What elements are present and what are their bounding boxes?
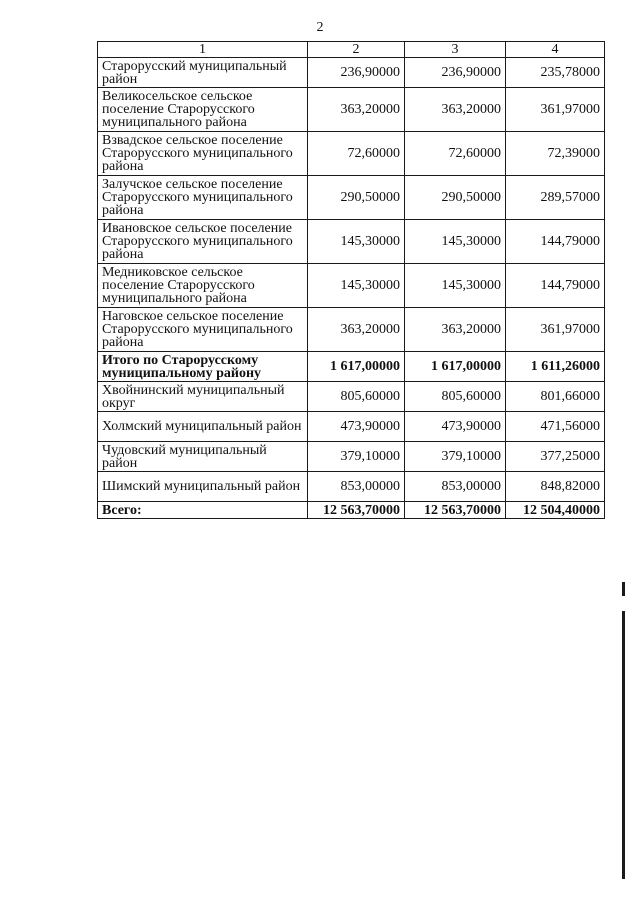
- table-row: [98, 472, 605, 502]
- value-cell-2: 853,00000: [308, 472, 405, 502]
- row-name-cell: Холмский муниципальный район: [98, 412, 308, 442]
- value-cell-3: 853,00000: [405, 472, 506, 502]
- row-name-cell: Залучское сельское поселение Старорусского муниципального района: [98, 176, 308, 220]
- table-row: [98, 176, 605, 220]
- margin-scan-mark: [622, 582, 625, 596]
- value-cell-2: 236,90000: [308, 58, 405, 88]
- value-cell-2: 363,20000: [308, 88, 405, 132]
- value-cell-4: 377,25000: [506, 442, 605, 472]
- margin-scan-line: [622, 611, 625, 879]
- value-cell-2: 145,30000: [308, 220, 405, 264]
- row-name-cell: Хвойнинский муниципальный округ: [98, 382, 308, 412]
- row-name-cell: Наговское сельское поселение Старорусского муниципального района: [98, 308, 308, 352]
- value-cell-4: 361,97000: [506, 88, 605, 132]
- value-cell-2: 290,50000: [308, 176, 405, 220]
- table-row: [98, 220, 605, 264]
- row-name-cell: Шимский муниципальный район: [98, 472, 308, 502]
- value-cell-3: 72,60000: [405, 132, 506, 176]
- subtotal-name-cell: Итого по Старорусскому муниципальному району: [98, 352, 308, 382]
- table-row: [98, 412, 605, 442]
- value-cell-4: 471,56000: [506, 412, 605, 442]
- value-cell-3: 145,30000: [405, 220, 506, 264]
- value-cell-2: 805,60000: [308, 382, 405, 412]
- page-number: 2: [316, 20, 324, 35]
- value-cell-4: 144,79000: [506, 220, 605, 264]
- value-cell-4: 361,97000: [506, 308, 605, 352]
- value-cell-4: 144,79000: [506, 264, 605, 308]
- row-name-cell: Великосельское сельское поселение Старорусского муниципального района: [98, 88, 308, 132]
- value-cell-2: 363,20000: [308, 308, 405, 352]
- value-cell-3: 473,90000: [405, 412, 506, 442]
- value-cell-4: 289,57000: [506, 176, 605, 220]
- subtotal-row: [98, 352, 605, 382]
- total-cell-3: 12 563,70000: [405, 502, 506, 519]
- table-row: [98, 442, 605, 472]
- value-cell-3: 145,30000: [405, 264, 506, 308]
- table-row: [98, 308, 605, 352]
- table-row: [98, 264, 605, 308]
- value-cell-3: 363,20000: [405, 308, 506, 352]
- value-cell-2: 72,60000: [308, 132, 405, 176]
- table-row: [98, 58, 605, 88]
- value-cell-3: 379,10000: [405, 442, 506, 472]
- value-cell-4: 235,78000: [506, 58, 605, 88]
- allocation-table: [97, 41, 605, 519]
- subtotal-cell-3: 1 617,00000: [405, 352, 506, 382]
- value-cell-3: 805,60000: [405, 382, 506, 412]
- value-cell-2: 379,10000: [308, 442, 405, 472]
- table-row: [98, 382, 605, 412]
- table-header-row: [98, 42, 605, 58]
- total-cell-4: 12 504,40000: [506, 502, 605, 519]
- column-header-4: 4: [506, 42, 605, 58]
- total-label-cell: Всего:: [98, 502, 308, 519]
- value-cell-4: 801,66000: [506, 382, 605, 412]
- column-header-1: 1: [98, 42, 308, 58]
- subtotal-cell-2: 1 617,00000: [308, 352, 405, 382]
- row-name-cell: Старорусский муниципальный район: [98, 58, 308, 88]
- total-row: [98, 502, 605, 519]
- value-cell-3: 236,90000: [405, 58, 506, 88]
- total-cell-2: 12 563,70000: [308, 502, 405, 519]
- row-name-cell: Чудовский муниципальный район: [98, 442, 308, 472]
- value-cell-4: 72,39000: [506, 132, 605, 176]
- value-cell-2: 145,30000: [308, 264, 405, 308]
- row-name-cell: Ивановское сельское поселение Старорусского муниципального района: [98, 220, 308, 264]
- value-cell-3: 363,20000: [405, 88, 506, 132]
- column-header-2: 2: [308, 42, 405, 58]
- row-name-cell: Медниковское сельское поселение Старорусского муниципального района: [98, 264, 308, 308]
- value-cell-3: 290,50000: [405, 176, 506, 220]
- table-row: [98, 88, 605, 132]
- column-header-3: 3: [405, 42, 506, 58]
- table-row: [98, 132, 605, 176]
- subtotal-cell-4: 1 611,26000: [506, 352, 605, 382]
- value-cell-2: 473,90000: [308, 412, 405, 442]
- row-name-cell: Взвадское сельское поселение Старорусского муниципального района: [98, 132, 308, 176]
- value-cell-4: 848,82000: [506, 472, 605, 502]
